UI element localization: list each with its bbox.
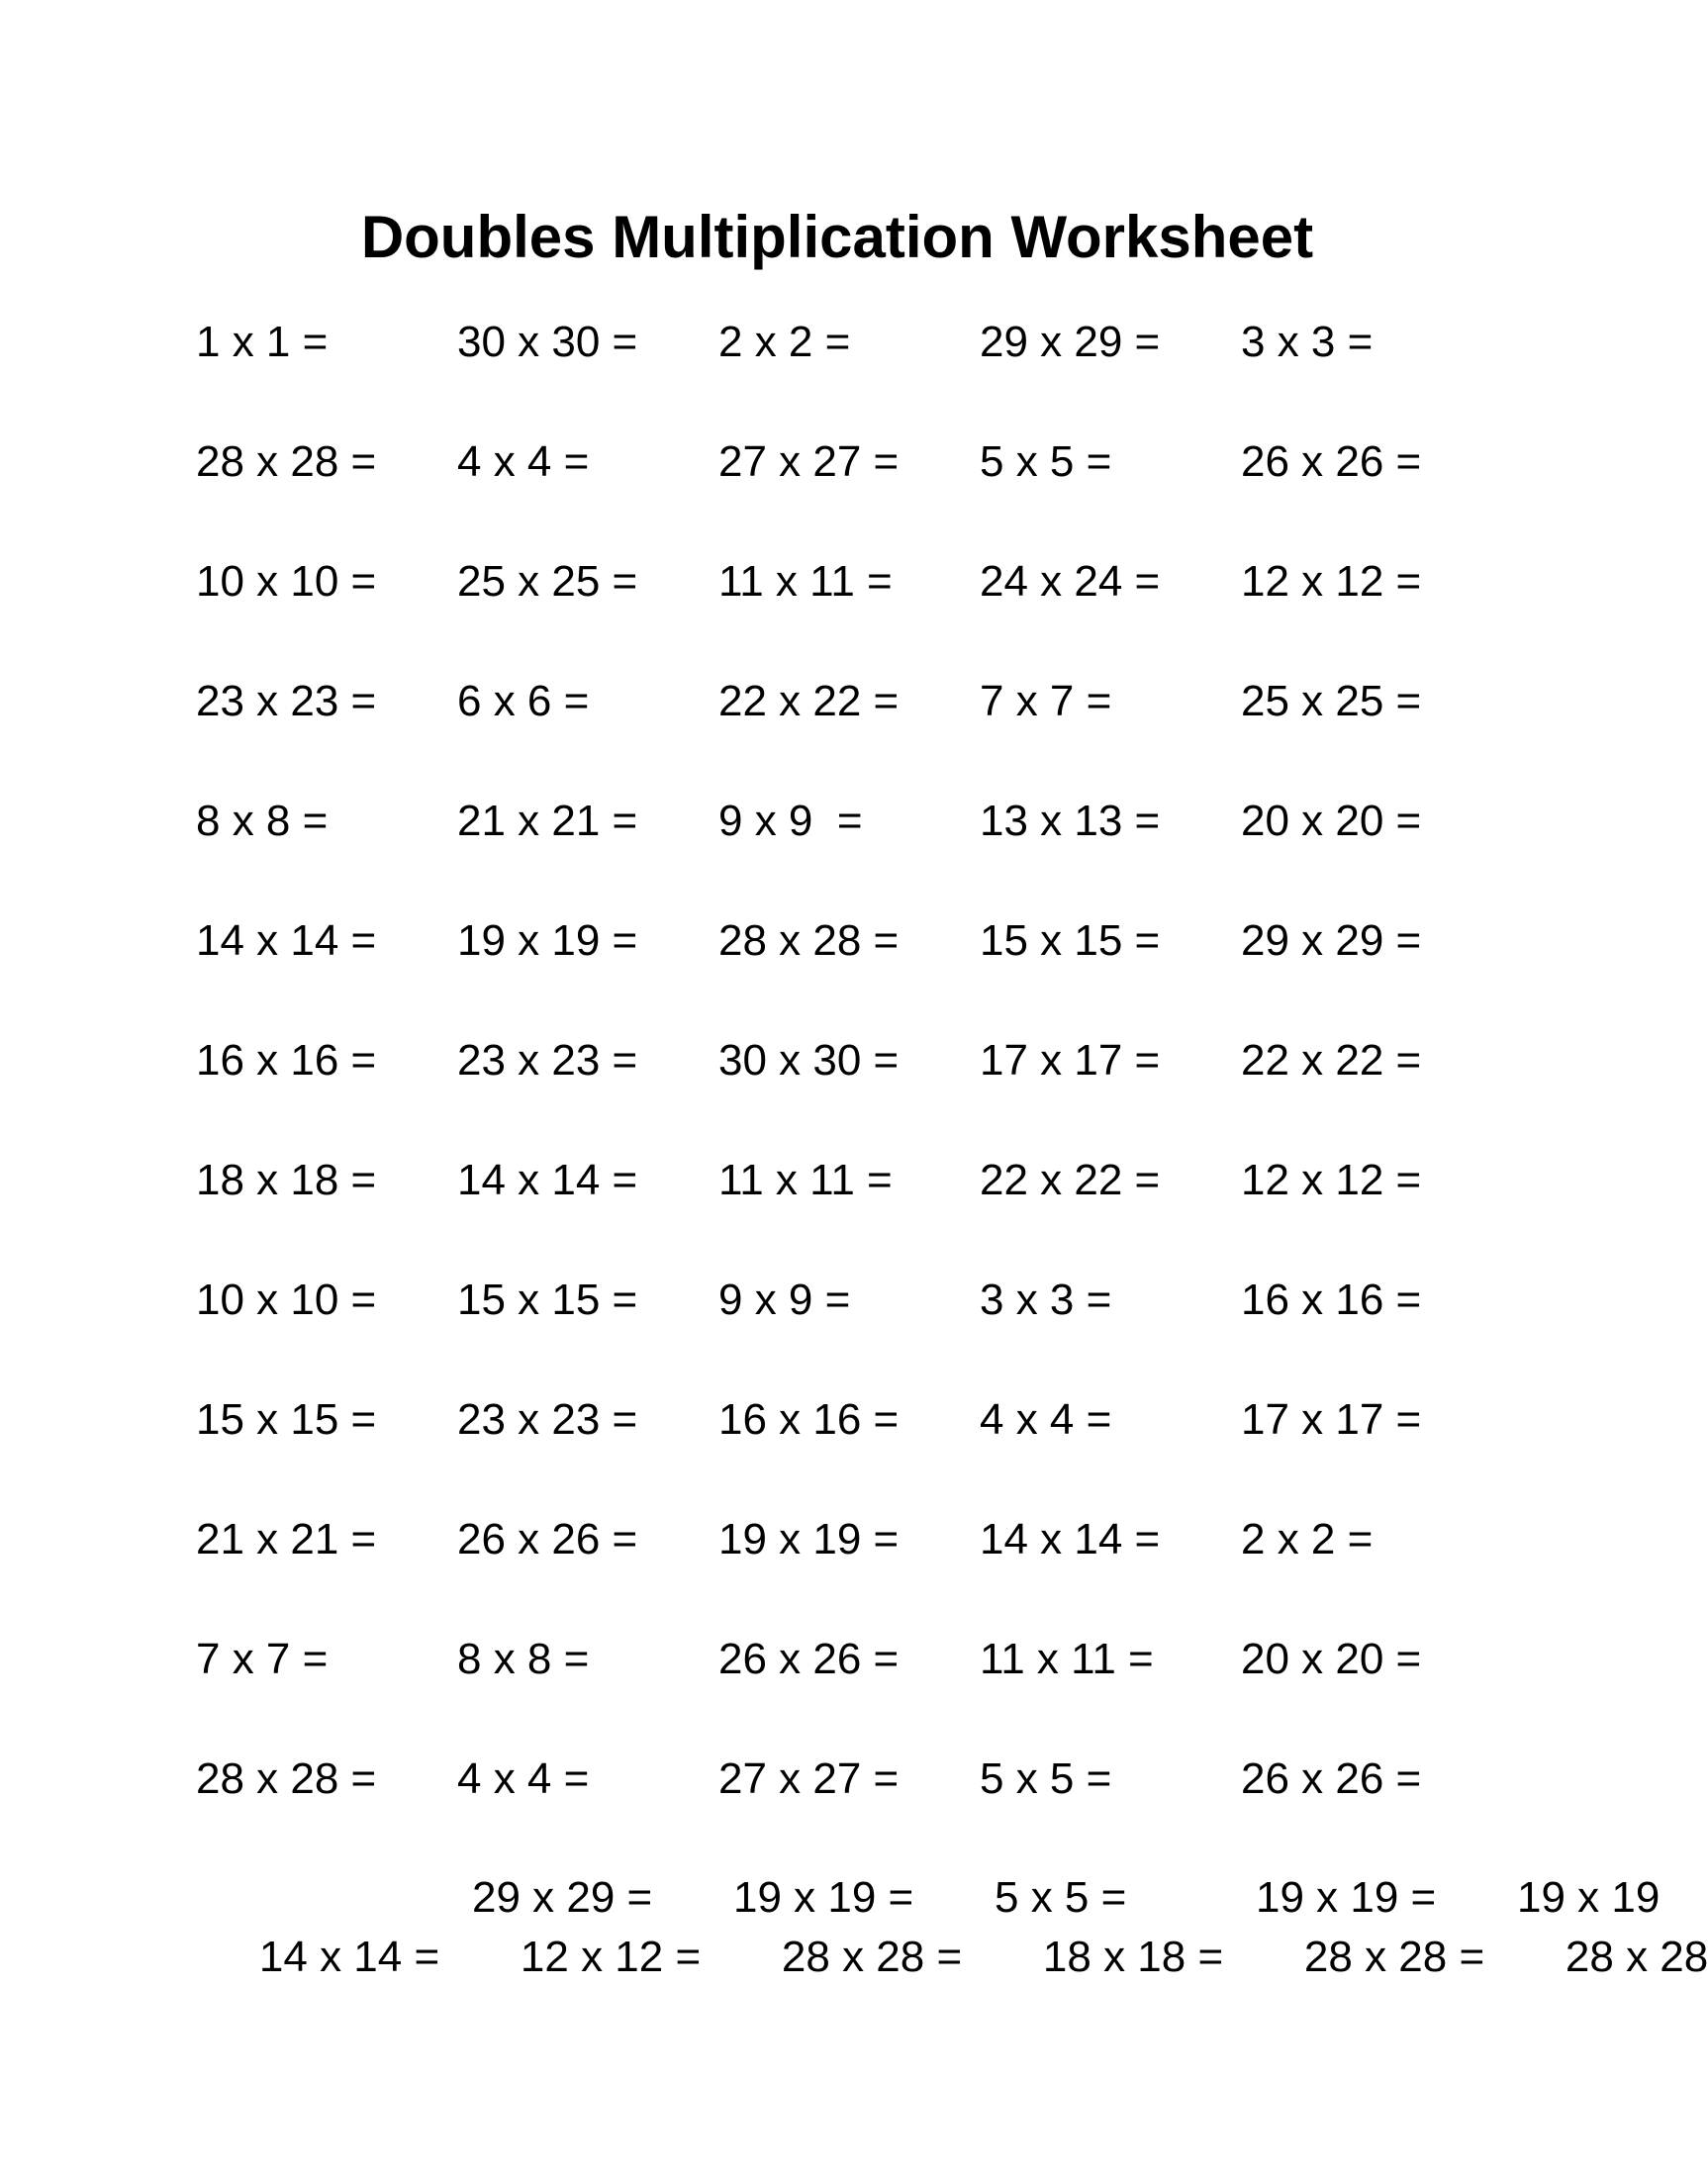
problem: 18 x 18 = <box>196 1156 377 1204</box>
problem-text: 14 x 14 = <box>258 1933 440 1981</box>
problem: 22 x 22 = <box>1241 1036 1422 1085</box>
problem-row <box>196 432 1581 552</box>
problem-row <box>196 1271 1581 1390</box>
problem-row <box>196 1630 1581 1750</box>
problem: 15 x 15 = <box>980 916 1161 965</box>
overlapping-problem <box>733 1868 962 2106</box>
problem: 26 x 26 = <box>457 1515 638 1563</box>
problem: 28 x 28 = <box>196 1754 377 1803</box>
problem: 30 x 30 = <box>718 1036 900 1085</box>
overlapping-problem <box>1256 1868 1484 2106</box>
problem: 4 x 4 = <box>457 1754 590 1803</box>
problem: 26 x 26 = <box>1241 1754 1422 1803</box>
overlapping-problem <box>995 1868 1223 2106</box>
overlapping-problem <box>472 1868 701 2106</box>
problem: 16 x 16 = <box>718 1395 900 1444</box>
problem-row <box>196 1151 1581 1271</box>
problem-grid <box>196 313 1581 1869</box>
problem: 13 x 13 = <box>980 797 1161 845</box>
problem-row <box>196 792 1581 911</box>
problem: 28 x 28 = <box>196 437 377 486</box>
problem: 27 x 27 = <box>718 437 900 486</box>
problem-row <box>196 1031 1581 1151</box>
problem: 20 x 20 = <box>1241 1635 1422 1683</box>
problem: 4 x 4 = <box>457 437 590 486</box>
problem-row <box>196 552 1581 672</box>
problem: 24 x 24 = <box>980 557 1161 606</box>
problem: 4 x 4 = <box>980 1395 1112 1444</box>
problem: 5 x 5 = <box>980 437 1112 486</box>
problem: 21 x 21 = <box>196 1515 377 1563</box>
problem: 16 x 16 = <box>1241 1276 1422 1324</box>
problem-text: 12 x 12 = <box>520 1933 702 1981</box>
problem: 17 x 17 = <box>1241 1395 1422 1444</box>
problem: 12 x 12 = <box>1241 557 1422 606</box>
problem: 2 x 2 = <box>718 318 851 366</box>
problem: 20 x 20 = <box>1241 797 1422 845</box>
problem: 17 x 17 = <box>980 1036 1161 1085</box>
problem: 15 x 15 = <box>457 1276 638 1324</box>
problem: 12 x 12 = <box>1241 1156 1422 1204</box>
problem: 29 x 29 = <box>980 318 1161 366</box>
problem: 9 x 9 = <box>718 1276 851 1324</box>
problem: 3 x 3 = <box>1241 318 1374 366</box>
problem: 25 x 25 = <box>457 557 638 606</box>
problem: 25 x 25 = <box>1241 677 1422 725</box>
problem: 14 x 14 = <box>457 1156 638 1204</box>
problem: 26 x 26 = <box>1241 437 1422 486</box>
problem: 19 x 19 = <box>718 1515 900 1563</box>
problem-row <box>196 313 1581 432</box>
problem: 11 x 11 = <box>718 557 893 606</box>
problem: 22 x 22 = <box>980 1156 1161 1204</box>
problem: 27 x 27 = <box>718 1754 900 1803</box>
problem: 22 x 22 = <box>718 677 900 725</box>
problem-text: 28 x 28 = <box>781 1933 963 1981</box>
problem: 14 x 14 = <box>196 916 377 965</box>
page-title: Doubles Multiplication Worksheet <box>360 204 1314 270</box>
problem-row <box>196 1750 1581 1869</box>
problem: 28 x 28 = <box>718 916 900 965</box>
problem: 6 x 6 = <box>457 677 590 725</box>
problem-row <box>196 1510 1581 1630</box>
problem: 7 x 7 = <box>980 677 1112 725</box>
problem: 9 x 9 = <box>718 797 863 845</box>
overlapped-problem-text: 19 x 19 <box>1517 1873 1661 1922</box>
problem: 16 x 16 = <box>196 1036 377 1085</box>
problem: 26 x 26 = <box>718 1635 900 1683</box>
problem: 30 x 30 = <box>457 318 638 366</box>
overlapping-problem <box>211 1868 439 2046</box>
problem: 2 x 2 = <box>1241 1515 1374 1563</box>
problem: 7 x 7 = <box>196 1635 329 1683</box>
overlapped-problem-text: 29 x 29 = <box>472 1873 653 1922</box>
problem-text: 28 x 28 <box>1565 1933 1708 1981</box>
problem: 8 x 8 = <box>457 1635 590 1683</box>
problem: 10 x 10 = <box>196 1276 377 1324</box>
problem-text: 18 x 18 = <box>1042 1933 1224 1981</box>
problem: 21 x 21 = <box>457 797 638 845</box>
problem: 19 x 19 = <box>457 916 638 965</box>
problem: 23 x 23 = <box>457 1036 638 1085</box>
overlapping-problem <box>1517 1868 1708 2106</box>
problem-text: 28 x 28 = <box>1303 1933 1485 1981</box>
problem-row <box>196 1390 1581 1510</box>
problem: 8 x 8 = <box>196 797 329 845</box>
problem: 11 x 11 = <box>980 1635 1154 1683</box>
overlapped-problem-text: 19 x 19 = <box>733 1873 914 1922</box>
problem: 23 x 23 = <box>196 677 377 725</box>
overlapped-problem-text: 5 x 5 = <box>995 1873 1127 1922</box>
problem-row <box>196 911 1581 1031</box>
problem: 3 x 3 = <box>980 1276 1112 1324</box>
problem-row <box>196 672 1581 792</box>
problem: 5 x 5 = <box>980 1754 1112 1803</box>
overlapped-problem-text: 19 x 19 = <box>1256 1873 1437 1922</box>
overlapping-problem-row <box>0 1868 1708 1981</box>
problem: 15 x 15 = <box>196 1395 377 1444</box>
problem: 29 x 29 = <box>1241 916 1422 965</box>
problem: 1 x 1 = <box>196 318 329 366</box>
problem: 23 x 23 = <box>457 1395 638 1444</box>
problem: 10 x 10 = <box>196 557 377 606</box>
problem: 14 x 14 = <box>980 1515 1161 1563</box>
problem: 11 x 11 = <box>718 1156 893 1204</box>
